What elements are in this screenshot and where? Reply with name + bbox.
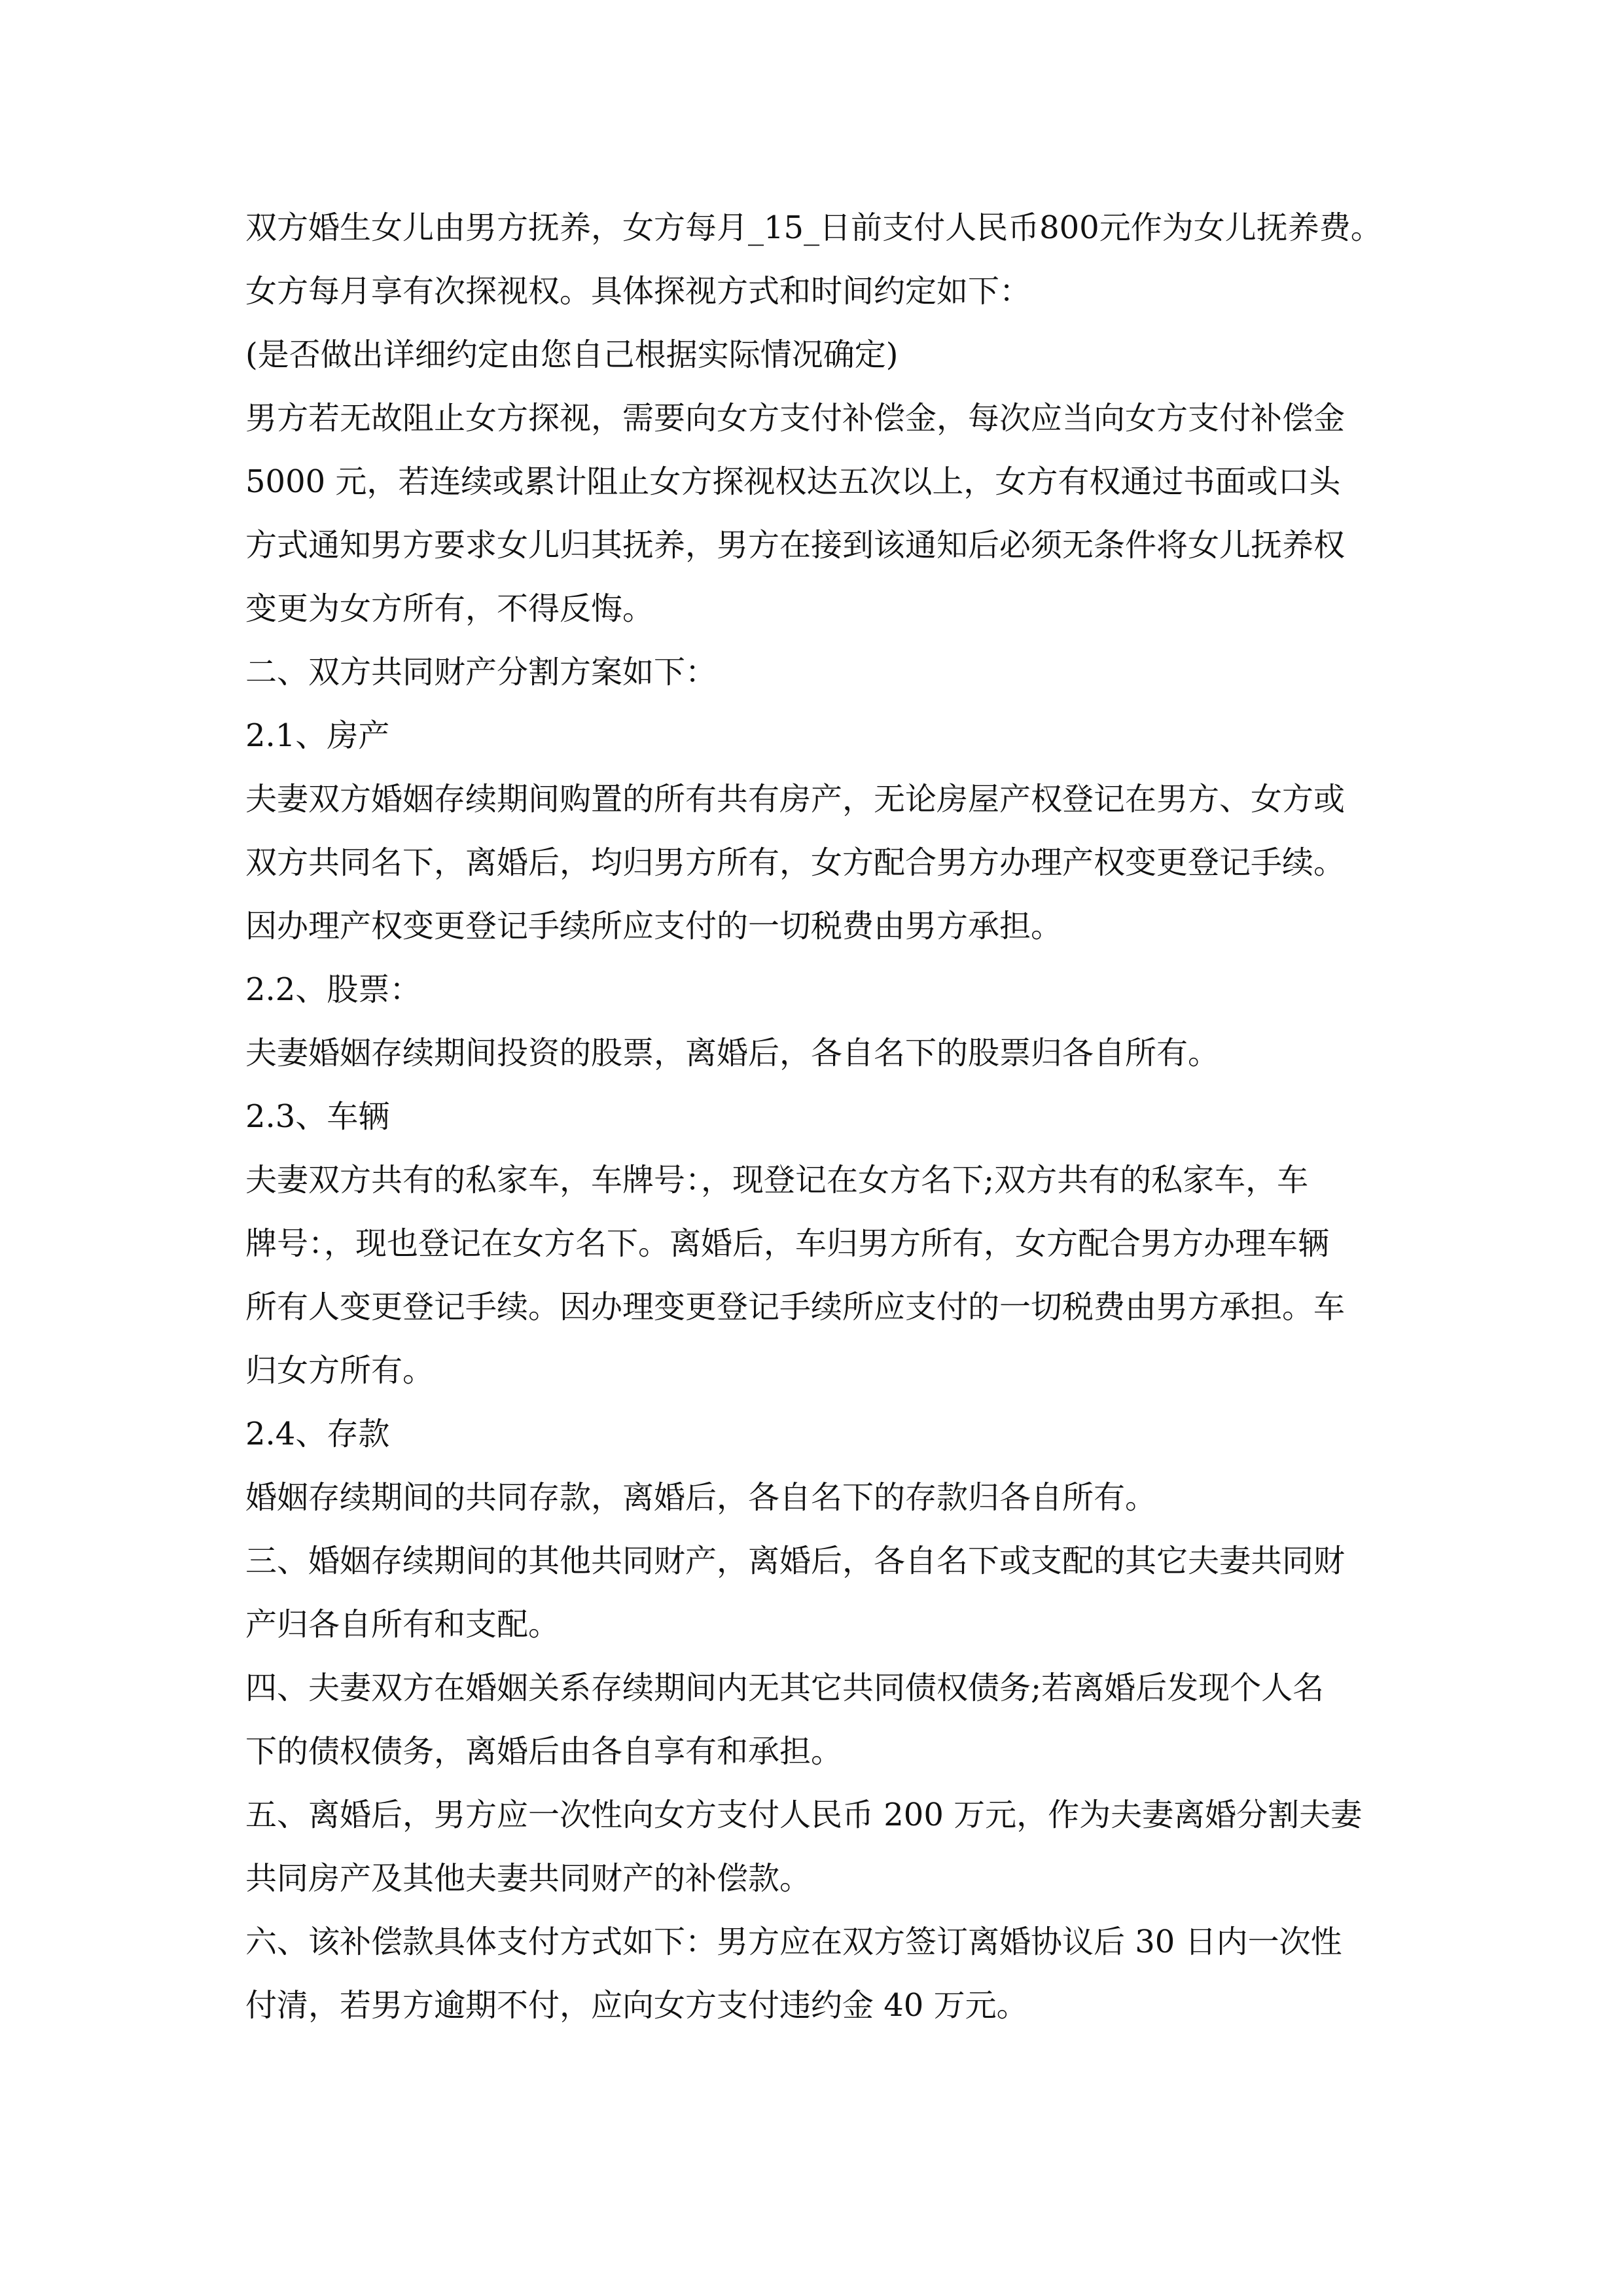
- text-line-3: (是否做出详细约定由您自己根据实际情况确定): [245, 336, 899, 373]
- section-heading-4: 四、夫妻双方在婚姻关系存续期间内无其它共同债权债务;若离婚后发现个人名: [245, 1670, 1325, 1706]
- text-line-4: 男方若无故阻止女方探视，需要向女方支付补偿金，每次应当向女方支付补偿金: [245, 400, 1346, 437]
- section-heading-5: 五、离婚后，男方应一次性向女方支付人民币 200 万元，作为夫妻离婚分割夫妻: [245, 1797, 1363, 1833]
- text-line-17: 牌号：，现也登记在女方名下。离婚后，车归男方所有，女方配合男方办理车辆: [245, 1225, 1330, 1262]
- subheading-2-1: 2.1、房产: [245, 717, 390, 754]
- text-line-19: 归女方所有。: [245, 1352, 435, 1389]
- text-line-12: 因办理产权变更登记手续所应支付的一切税费由男方承担。: [245, 908, 1063, 944]
- text-line-25: 下的债权债务，离婚后由各自享有和承担。: [245, 1733, 843, 1770]
- text-line-5: 5000 元，若连续或累计阻止女方探视权达五次以上，女方有权通过书面或口头: [245, 463, 1341, 500]
- text-line-23: 产归各自所有和支配。: [245, 1606, 560, 1643]
- text-line-7: 变更为女方所有，不得反悔。: [245, 590, 654, 627]
- text-line-16: 夫妻双方共有的私家车，车牌号：，现登记在女方名下;双方共有的私家车，车: [245, 1162, 1309, 1198]
- subheading-2-4: 2.4、存款: [245, 1416, 390, 1452]
- text-line-10: 夫妻双方婚姻存续期间购置的所有共有房产，无论房屋产权登记在男方、女方或: [245, 781, 1346, 817]
- text-line-29: 付清，若男方逾期不付，应向女方支付违约金 40 万元。: [245, 1987, 1028, 2024]
- section-heading-3: 三、婚姻存续期间的其他共同财产，离婚后，各自名下或支配的其它夫妻共同财: [245, 1543, 1346, 1579]
- text-line-21: 婚姻存续期间的共同存款，离婚后，各自名下的存款归各自所有。: [245, 1479, 1157, 1516]
- subheading-2-3: 2.3、车辆: [245, 1098, 390, 1135]
- text-line-2: 女方每月享有次探视权。具体探视方式和时间约定如下：: [245, 273, 1031, 310]
- section-heading-6: 六、该补偿款具体支付方式如下：男方应在双方签订离婚协议后 30 日内一次性: [245, 1924, 1342, 1960]
- text-line-14: 夫妻婚姻存续期间投资的股票，离婚后，各自名下的股票归各自所有。: [245, 1035, 1220, 1071]
- text-line-27: 共同房产及其他夫妻共同财产的补偿款。: [245, 1860, 812, 1897]
- text-line-11: 双方共同名下，离婚后，均归男方所有，女方配合男方办理产权变更登记手续。: [245, 844, 1346, 881]
- text-line-1: 双方婚生女儿由男方抚养，女方每月_15_日前支付人民币800元作为女儿抚养费。: [245, 209, 1382, 246]
- subheading-2-2: 2.2、股票：: [245, 971, 421, 1008]
- section-heading-2: 二、双方共同财产分割方案如下：: [245, 654, 717, 691]
- document-body: [245, 196, 1436, 2037]
- text-line-18: 所有人变更登记手续。因办理变更登记手续所应支付的一切税费由男方承担。车: [245, 1289, 1346, 1325]
- text-line-6: 方式通知男方要求女儿归其抚养，男方在接到该通知后必须无条件将女儿抚养权: [245, 527, 1346, 564]
